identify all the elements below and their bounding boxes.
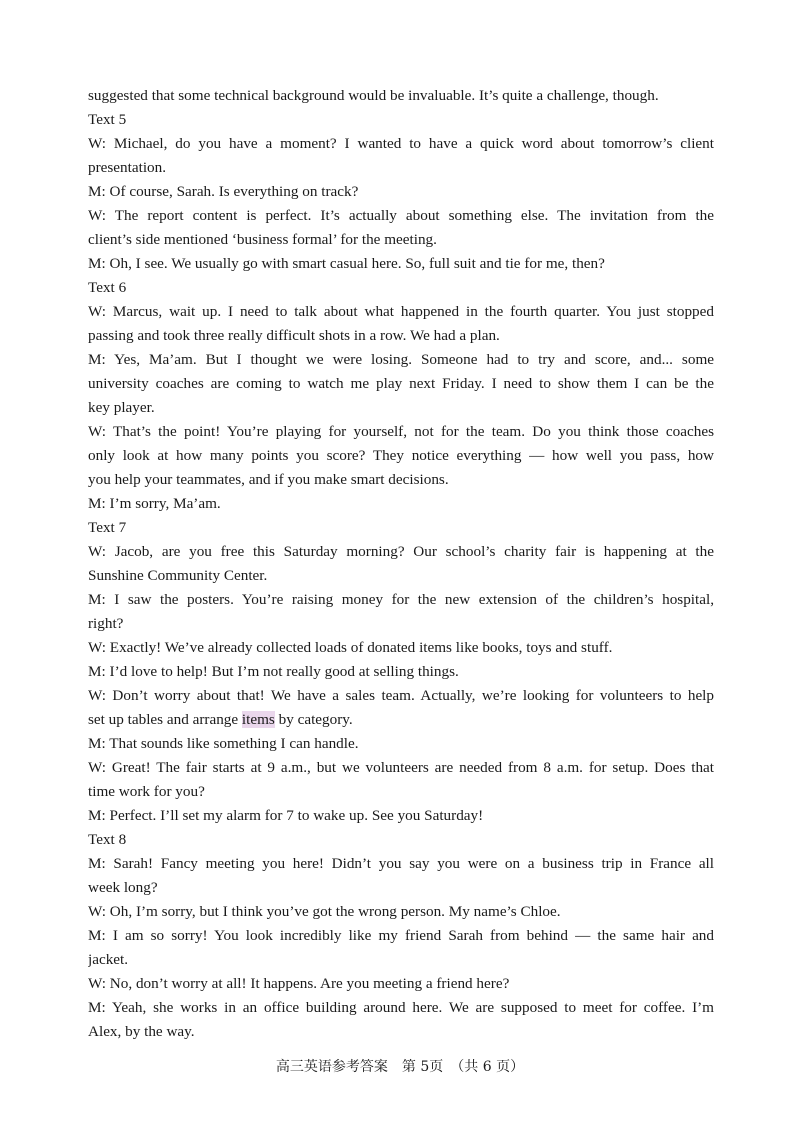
text-line	[88, 708, 714, 732]
section-heading: Text 5	[88, 111, 127, 128]
text-segment: by category.	[274, 711, 353, 728]
text-line: time work for you?	[88, 783, 205, 800]
text-line: M: Of course, Sarah. Is everything on track?	[88, 183, 359, 200]
text-line: W: That’s the point! You’re playing for yourself, not for the team. Do you think those coaches	[88, 423, 714, 440]
text-line: W: The report content is perfect. It’s actually about something else. The invitation from the	[88, 207, 714, 224]
text-line: key player.	[88, 399, 155, 416]
text-line: W: Jacob, are you free this Saturday morning? Our school’s charity fair is happening at the	[88, 543, 714, 560]
text-line: M: Sarah! Fancy meeting you here! Didn’t you say you were on a business trip in France all	[88, 855, 714, 872]
page-footer: 高三英语参考答案 第 5页 （共 6 页）	[275, 1059, 525, 1075]
text-line: you help your teammates, and if you make smart decisions.	[88, 471, 449, 488]
text-line: M: Oh, I see. We usually go with smart casual here. So, full suit and tie for me, then?	[88, 255, 605, 272]
text-line: M: Perfect. I’ll set my alarm for 7 to wake up. See you Saturday!	[88, 807, 484, 824]
text-line: W: Don’t worry about that! We have a sales team. Actually, we’re looking for volunteers to help	[88, 687, 714, 704]
text-line: right?	[88, 615, 124, 632]
text-line: M: I’m sorry, Ma’am.	[88, 495, 221, 512]
text-line: W: Marcus, wait up. I need to talk about what happened in the fourth quarter. You just stopped	[88, 303, 714, 320]
text-line: M: I saw the posters. You’re raising money for the new extension of the children’s hospital,	[88, 591, 714, 608]
section-heading: Text 8	[88, 831, 127, 848]
text-line: M: I’d love to help! But I’m not really good at selling things.	[88, 663, 459, 680]
section-heading: Text 6	[88, 279, 127, 296]
text-line: Sunshine Community Center.	[88, 567, 268, 584]
text-line: M: I am so sorry! You look incredibly like my friend Sarah from behind — the same hair and	[88, 927, 714, 944]
text-line: jacket.	[88, 951, 129, 968]
text-line: Alex, by the way.	[88, 1023, 195, 1040]
text-line: presentation.	[88, 159, 167, 176]
text-line: M: That sounds like something I can handle.	[88, 735, 359, 752]
text-line: university coaches are coming to watch me play next Friday. I need to show them I can be the	[88, 375, 714, 392]
text-line: M: Yes, Ma’am. But I thought we were losing. Someone had to try and score, and... some	[88, 351, 714, 368]
text-line: W: Exactly! We’ve already collected loads of donated items like books, toys and stuff.	[88, 639, 613, 656]
text-line: client’s side mentioned ‘business formal’ for the meeting.	[88, 231, 437, 248]
document-body	[88, 84, 714, 1044]
text-line: W: Great! The fair starts at 9 a.m., but we volunteers are needed from 8 a.m. for setup. Does that	[88, 759, 714, 776]
section-heading: Text 7	[88, 519, 127, 536]
text-segment: set up tables and arrange	[88, 711, 242, 728]
text-line: W: Michael, do you have a moment? I wanted to have a quick word about tomorrow’s client	[88, 135, 714, 152]
text-line: W: No, don’t worry at all! It happens. Are you meeting a friend here?	[88, 975, 510, 992]
text-line: week long?	[88, 879, 158, 896]
text-line: passing and took three really difficult shots in a row. We had a plan.	[88, 327, 500, 344]
text-line: suggested that some technical background would be invaluable. It’s quite a challenge, though.	[88, 87, 659, 104]
text-line: only look at how many points you score? They notice everything — how well you pass, how	[88, 447, 714, 464]
text-line: M: Yeah, she works in an office building around here. We are supposed to meet for coffee. I’m	[88, 999, 714, 1016]
text-line: W: Oh, I’m sorry, but I think you’ve got the wrong person. My name’s Chloe.	[88, 903, 561, 920]
highlighted-word: items	[241, 711, 275, 728]
